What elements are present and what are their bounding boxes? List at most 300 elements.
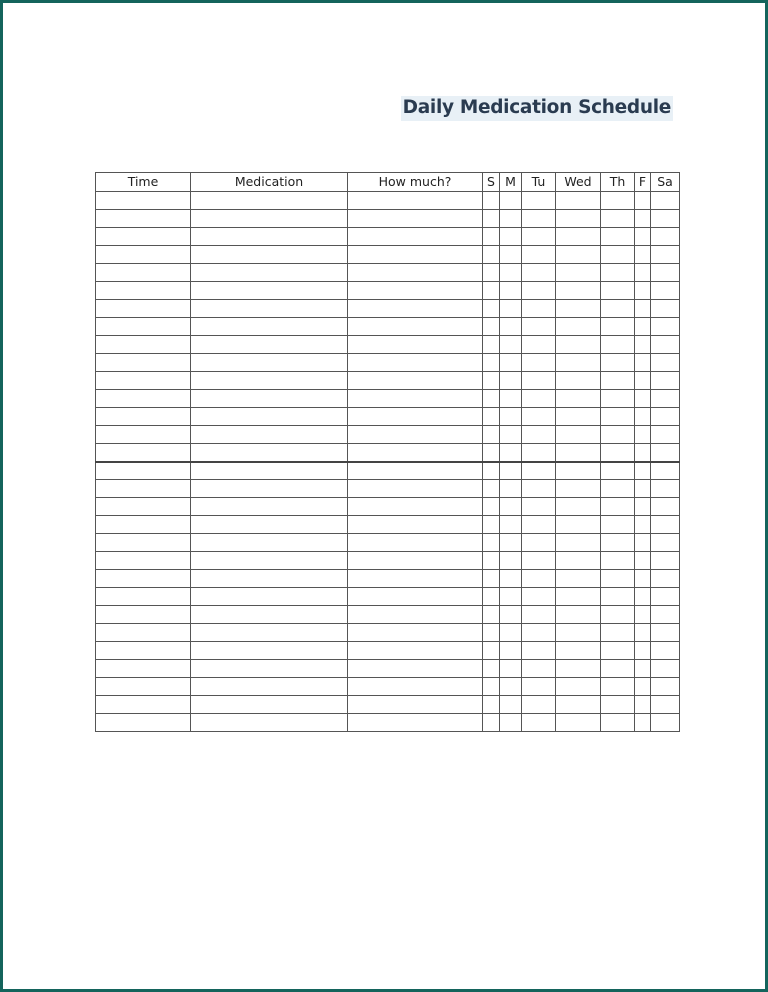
cell-sat[interactable]: [651, 192, 680, 210]
cell-medication[interactable]: [191, 354, 348, 372]
cell-mon[interactable]: [500, 390, 522, 408]
cell-sun[interactable]: [483, 318, 500, 336]
cell-fri[interactable]: [635, 480, 651, 498]
cell-tue[interactable]: [522, 678, 556, 696]
cell-time[interactable]: [96, 210, 191, 228]
cell-mon[interactable]: [500, 264, 522, 282]
cell-sun[interactable]: [483, 588, 500, 606]
cell-time[interactable]: [96, 606, 191, 624]
cell-thu[interactable]: [601, 570, 635, 588]
cell-time[interactable]: [96, 282, 191, 300]
cell-how-much[interactable]: [348, 534, 483, 552]
cell-wed[interactable]: [556, 390, 601, 408]
cell-time[interactable]: [96, 228, 191, 246]
cell-fri[interactable]: [635, 462, 651, 480]
cell-how-much[interactable]: [348, 426, 483, 444]
cell-thu[interactable]: [601, 462, 635, 480]
cell-sat[interactable]: [651, 282, 680, 300]
cell-time[interactable]: [96, 372, 191, 390]
cell-how-much[interactable]: [348, 444, 483, 462]
cell-wed[interactable]: [556, 678, 601, 696]
cell-time[interactable]: [96, 696, 191, 714]
cell-how-much[interactable]: [348, 588, 483, 606]
cell-time[interactable]: [96, 336, 191, 354]
cell-fri[interactable]: [635, 282, 651, 300]
cell-sun[interactable]: [483, 372, 500, 390]
cell-fri[interactable]: [635, 354, 651, 372]
cell-tue[interactable]: [522, 606, 556, 624]
cell-medication[interactable]: [191, 390, 348, 408]
cell-fri[interactable]: [635, 714, 651, 732]
cell-how-much[interactable]: [348, 246, 483, 264]
cell-medication[interactable]: [191, 534, 348, 552]
cell-tue[interactable]: [522, 192, 556, 210]
cell-mon[interactable]: [500, 444, 522, 462]
cell-how-much[interactable]: [348, 408, 483, 426]
cell-thu[interactable]: [601, 210, 635, 228]
cell-medication[interactable]: [191, 246, 348, 264]
cell-how-much[interactable]: [348, 516, 483, 534]
cell-how-much[interactable]: [348, 390, 483, 408]
cell-thu[interactable]: [601, 498, 635, 516]
cell-mon[interactable]: [500, 408, 522, 426]
cell-fri[interactable]: [635, 192, 651, 210]
cell-wed[interactable]: [556, 498, 601, 516]
cell-how-much[interactable]: [348, 264, 483, 282]
cell-mon[interactable]: [500, 678, 522, 696]
cell-sat[interactable]: [651, 624, 680, 642]
cell-thu[interactable]: [601, 318, 635, 336]
cell-sun[interactable]: [483, 516, 500, 534]
cell-how-much[interactable]: [348, 372, 483, 390]
cell-mon[interactable]: [500, 570, 522, 588]
cell-tue[interactable]: [522, 228, 556, 246]
cell-mon[interactable]: [500, 300, 522, 318]
cell-tue[interactable]: [522, 264, 556, 282]
cell-sat[interactable]: [651, 552, 680, 570]
cell-tue[interactable]: [522, 588, 556, 606]
cell-sat[interactable]: [651, 516, 680, 534]
cell-time[interactable]: [96, 318, 191, 336]
cell-medication[interactable]: [191, 282, 348, 300]
cell-mon[interactable]: [500, 642, 522, 660]
cell-fri[interactable]: [635, 678, 651, 696]
cell-tue[interactable]: [522, 210, 556, 228]
cell-fri[interactable]: [635, 552, 651, 570]
cell-mon[interactable]: [500, 210, 522, 228]
cell-medication[interactable]: [191, 714, 348, 732]
cell-time[interactable]: [96, 444, 191, 462]
cell-fri[interactable]: [635, 246, 651, 264]
cell-wed[interactable]: [556, 606, 601, 624]
cell-thu[interactable]: [601, 480, 635, 498]
cell-how-much[interactable]: [348, 282, 483, 300]
cell-thu[interactable]: [601, 624, 635, 642]
cell-fri[interactable]: [635, 372, 651, 390]
cell-sun[interactable]: [483, 228, 500, 246]
cell-thu[interactable]: [601, 696, 635, 714]
cell-time[interactable]: [96, 498, 191, 516]
cell-tue[interactable]: [522, 660, 556, 678]
cell-sat[interactable]: [651, 246, 680, 264]
cell-time[interactable]: [96, 570, 191, 588]
cell-tue[interactable]: [522, 336, 556, 354]
cell-thu[interactable]: [601, 588, 635, 606]
cell-mon[interactable]: [500, 336, 522, 354]
cell-tue[interactable]: [522, 642, 556, 660]
cell-sat[interactable]: [651, 444, 680, 462]
cell-fri[interactable]: [635, 570, 651, 588]
cell-medication[interactable]: [191, 210, 348, 228]
cell-medication[interactable]: [191, 552, 348, 570]
cell-fri[interactable]: [635, 390, 651, 408]
cell-thu[interactable]: [601, 642, 635, 660]
cell-medication[interactable]: [191, 660, 348, 678]
cell-sun[interactable]: [483, 192, 500, 210]
cell-sun[interactable]: [483, 660, 500, 678]
cell-sat[interactable]: [651, 588, 680, 606]
cell-thu[interactable]: [601, 714, 635, 732]
cell-medication[interactable]: [191, 606, 348, 624]
cell-tue[interactable]: [522, 426, 556, 444]
cell-how-much[interactable]: [348, 228, 483, 246]
cell-thu[interactable]: [601, 426, 635, 444]
cell-sat[interactable]: [651, 570, 680, 588]
cell-thu[interactable]: [601, 552, 635, 570]
cell-mon[interactable]: [500, 516, 522, 534]
cell-medication[interactable]: [191, 264, 348, 282]
cell-thu[interactable]: [601, 300, 635, 318]
cell-fri[interactable]: [635, 516, 651, 534]
cell-wed[interactable]: [556, 408, 601, 426]
cell-sun[interactable]: [483, 624, 500, 642]
cell-time[interactable]: [96, 192, 191, 210]
cell-fri[interactable]: [635, 444, 651, 462]
cell-sat[interactable]: [651, 426, 680, 444]
cell-medication[interactable]: [191, 678, 348, 696]
cell-wed[interactable]: [556, 336, 601, 354]
cell-sat[interactable]: [651, 534, 680, 552]
cell-medication[interactable]: [191, 588, 348, 606]
cell-sun[interactable]: [483, 534, 500, 552]
cell-fri[interactable]: [635, 408, 651, 426]
cell-time[interactable]: [96, 426, 191, 444]
cell-sun[interactable]: [483, 300, 500, 318]
cell-how-much[interactable]: [348, 498, 483, 516]
cell-sat[interactable]: [651, 228, 680, 246]
cell-tue[interactable]: [522, 372, 556, 390]
cell-medication[interactable]: [191, 696, 348, 714]
cell-wed[interactable]: [556, 714, 601, 732]
cell-wed[interactable]: [556, 462, 601, 480]
cell-tue[interactable]: [522, 444, 556, 462]
cell-medication[interactable]: [191, 444, 348, 462]
cell-sat[interactable]: [651, 408, 680, 426]
cell-sun[interactable]: [483, 714, 500, 732]
cell-thu[interactable]: [601, 246, 635, 264]
cell-mon[interactable]: [500, 354, 522, 372]
cell-mon[interactable]: [500, 660, 522, 678]
cell-mon[interactable]: [500, 588, 522, 606]
cell-sun[interactable]: [483, 606, 500, 624]
cell-sun[interactable]: [483, 480, 500, 498]
cell-wed[interactable]: [556, 282, 601, 300]
cell-how-much[interactable]: [348, 462, 483, 480]
cell-fri[interactable]: [635, 534, 651, 552]
cell-wed[interactable]: [556, 516, 601, 534]
cell-how-much[interactable]: [348, 210, 483, 228]
cell-wed[interactable]: [556, 354, 601, 372]
cell-wed[interactable]: [556, 372, 601, 390]
cell-sat[interactable]: [651, 354, 680, 372]
cell-tue[interactable]: [522, 462, 556, 480]
cell-how-much[interactable]: [348, 192, 483, 210]
cell-tue[interactable]: [522, 534, 556, 552]
cell-mon[interactable]: [500, 696, 522, 714]
cell-tue[interactable]: [522, 354, 556, 372]
cell-sun[interactable]: [483, 552, 500, 570]
cell-tue[interactable]: [522, 390, 556, 408]
cell-how-much[interactable]: [348, 300, 483, 318]
cell-how-much[interactable]: [348, 642, 483, 660]
cell-wed[interactable]: [556, 480, 601, 498]
cell-sun[interactable]: [483, 570, 500, 588]
cell-tue[interactable]: [522, 282, 556, 300]
cell-fri[interactable]: [635, 606, 651, 624]
cell-sat[interactable]: [651, 372, 680, 390]
cell-time[interactable]: [96, 480, 191, 498]
cell-sun[interactable]: [483, 678, 500, 696]
cell-how-much[interactable]: [348, 336, 483, 354]
cell-sun[interactable]: [483, 354, 500, 372]
cell-time[interactable]: [96, 642, 191, 660]
cell-wed[interactable]: [556, 696, 601, 714]
cell-sun[interactable]: [483, 246, 500, 264]
cell-sat[interactable]: [651, 336, 680, 354]
cell-sat[interactable]: [651, 300, 680, 318]
cell-tue[interactable]: [522, 480, 556, 498]
cell-time[interactable]: [96, 408, 191, 426]
cell-time[interactable]: [96, 534, 191, 552]
cell-mon[interactable]: [500, 552, 522, 570]
cell-time[interactable]: [96, 246, 191, 264]
cell-sun[interactable]: [483, 390, 500, 408]
cell-sat[interactable]: [651, 498, 680, 516]
cell-sat[interactable]: [651, 660, 680, 678]
cell-time[interactable]: [96, 552, 191, 570]
cell-mon[interactable]: [500, 372, 522, 390]
cell-wed[interactable]: [556, 534, 601, 552]
cell-tue[interactable]: [522, 300, 556, 318]
cell-thu[interactable]: [601, 444, 635, 462]
cell-tue[interactable]: [522, 318, 556, 336]
cell-wed[interactable]: [556, 570, 601, 588]
cell-time[interactable]: [96, 462, 191, 480]
cell-mon[interactable]: [500, 462, 522, 480]
cell-sun[interactable]: [483, 696, 500, 714]
cell-medication[interactable]: [191, 300, 348, 318]
cell-wed[interactable]: [556, 264, 601, 282]
cell-fri[interactable]: [635, 498, 651, 516]
cell-how-much[interactable]: [348, 714, 483, 732]
cell-time[interactable]: [96, 678, 191, 696]
cell-mon[interactable]: [500, 624, 522, 642]
cell-tue[interactable]: [522, 552, 556, 570]
cell-wed[interactable]: [556, 588, 601, 606]
cell-sat[interactable]: [651, 714, 680, 732]
cell-medication[interactable]: [191, 642, 348, 660]
cell-time[interactable]: [96, 390, 191, 408]
cell-sun[interactable]: [483, 264, 500, 282]
cell-thu[interactable]: [601, 534, 635, 552]
cell-thu[interactable]: [601, 390, 635, 408]
cell-mon[interactable]: [500, 426, 522, 444]
cell-time[interactable]: [96, 588, 191, 606]
cell-fri[interactable]: [635, 336, 651, 354]
cell-thu[interactable]: [601, 264, 635, 282]
cell-medication[interactable]: [191, 336, 348, 354]
cell-medication[interactable]: [191, 192, 348, 210]
cell-tue[interactable]: [522, 498, 556, 516]
cell-time[interactable]: [96, 264, 191, 282]
cell-thu[interactable]: [601, 516, 635, 534]
cell-sun[interactable]: [483, 426, 500, 444]
cell-medication[interactable]: [191, 462, 348, 480]
cell-sat[interactable]: [651, 318, 680, 336]
cell-sun[interactable]: [483, 642, 500, 660]
cell-mon[interactable]: [500, 228, 522, 246]
cell-wed[interactable]: [556, 642, 601, 660]
cell-how-much[interactable]: [348, 678, 483, 696]
cell-fri[interactable]: [635, 642, 651, 660]
cell-medication[interactable]: [191, 426, 348, 444]
cell-wed[interactable]: [556, 318, 601, 336]
cell-sun[interactable]: [483, 210, 500, 228]
cell-wed[interactable]: [556, 228, 601, 246]
cell-mon[interactable]: [500, 318, 522, 336]
cell-mon[interactable]: [500, 246, 522, 264]
cell-time[interactable]: [96, 660, 191, 678]
cell-thu[interactable]: [601, 228, 635, 246]
cell-time[interactable]: [96, 714, 191, 732]
cell-sun[interactable]: [483, 444, 500, 462]
cell-wed[interactable]: [556, 192, 601, 210]
cell-wed[interactable]: [556, 624, 601, 642]
cell-wed[interactable]: [556, 660, 601, 678]
cell-time[interactable]: [96, 516, 191, 534]
cell-fri[interactable]: [635, 318, 651, 336]
cell-thu[interactable]: [601, 408, 635, 426]
cell-how-much[interactable]: [348, 660, 483, 678]
cell-time[interactable]: [96, 354, 191, 372]
cell-how-much[interactable]: [348, 552, 483, 570]
cell-mon[interactable]: [500, 606, 522, 624]
cell-thu[interactable]: [601, 678, 635, 696]
cell-sat[interactable]: [651, 390, 680, 408]
cell-how-much[interactable]: [348, 624, 483, 642]
cell-medication[interactable]: [191, 480, 348, 498]
cell-sat[interactable]: [651, 642, 680, 660]
cell-sat[interactable]: [651, 696, 680, 714]
cell-thu[interactable]: [601, 192, 635, 210]
cell-medication[interactable]: [191, 408, 348, 426]
cell-thu[interactable]: [601, 660, 635, 678]
cell-fri[interactable]: [635, 426, 651, 444]
cell-sat[interactable]: [651, 678, 680, 696]
cell-medication[interactable]: [191, 498, 348, 516]
cell-sat[interactable]: [651, 210, 680, 228]
cell-sat[interactable]: [651, 264, 680, 282]
cell-fri[interactable]: [635, 696, 651, 714]
cell-wed[interactable]: [556, 552, 601, 570]
cell-wed[interactable]: [556, 444, 601, 462]
cell-tue[interactable]: [522, 408, 556, 426]
cell-fri[interactable]: [635, 210, 651, 228]
cell-sat[interactable]: [651, 606, 680, 624]
cell-tue[interactable]: [522, 696, 556, 714]
cell-wed[interactable]: [556, 210, 601, 228]
cell-fri[interactable]: [635, 624, 651, 642]
cell-tue[interactable]: [522, 246, 556, 264]
cell-fri[interactable]: [635, 264, 651, 282]
cell-how-much[interactable]: [348, 570, 483, 588]
cell-fri[interactable]: [635, 300, 651, 318]
cell-how-much[interactable]: [348, 606, 483, 624]
cell-thu[interactable]: [601, 372, 635, 390]
cell-thu[interactable]: [601, 282, 635, 300]
cell-medication[interactable]: [191, 318, 348, 336]
cell-thu[interactable]: [601, 354, 635, 372]
cell-medication[interactable]: [191, 624, 348, 642]
cell-tue[interactable]: [522, 624, 556, 642]
cell-mon[interactable]: [500, 480, 522, 498]
cell-sun[interactable]: [483, 336, 500, 354]
cell-how-much[interactable]: [348, 480, 483, 498]
cell-sun[interactable]: [483, 498, 500, 516]
cell-tue[interactable]: [522, 570, 556, 588]
cell-mon[interactable]: [500, 714, 522, 732]
cell-wed[interactable]: [556, 246, 601, 264]
cell-fri[interactable]: [635, 660, 651, 678]
cell-sun[interactable]: [483, 408, 500, 426]
cell-wed[interactable]: [556, 300, 601, 318]
cell-mon[interactable]: [500, 498, 522, 516]
cell-mon[interactable]: [500, 282, 522, 300]
cell-sun[interactable]: [483, 282, 500, 300]
cell-fri[interactable]: [635, 588, 651, 606]
cell-sun[interactable]: [483, 462, 500, 480]
cell-how-much[interactable]: [348, 354, 483, 372]
cell-mon[interactable]: [500, 534, 522, 552]
cell-how-much[interactable]: [348, 318, 483, 336]
cell-time[interactable]: [96, 300, 191, 318]
cell-mon[interactable]: [500, 192, 522, 210]
cell-how-much[interactable]: [348, 696, 483, 714]
cell-medication[interactable]: [191, 372, 348, 390]
cell-thu[interactable]: [601, 336, 635, 354]
cell-time[interactable]: [96, 624, 191, 642]
cell-medication[interactable]: [191, 228, 348, 246]
cell-sat[interactable]: [651, 462, 680, 480]
cell-medication[interactable]: [191, 516, 348, 534]
cell-fri[interactable]: [635, 228, 651, 246]
cell-wed[interactable]: [556, 426, 601, 444]
cell-thu[interactable]: [601, 606, 635, 624]
cell-sat[interactable]: [651, 480, 680, 498]
cell-medication[interactable]: [191, 570, 348, 588]
cell-tue[interactable]: [522, 714, 556, 732]
cell-tue[interactable]: [522, 516, 556, 534]
